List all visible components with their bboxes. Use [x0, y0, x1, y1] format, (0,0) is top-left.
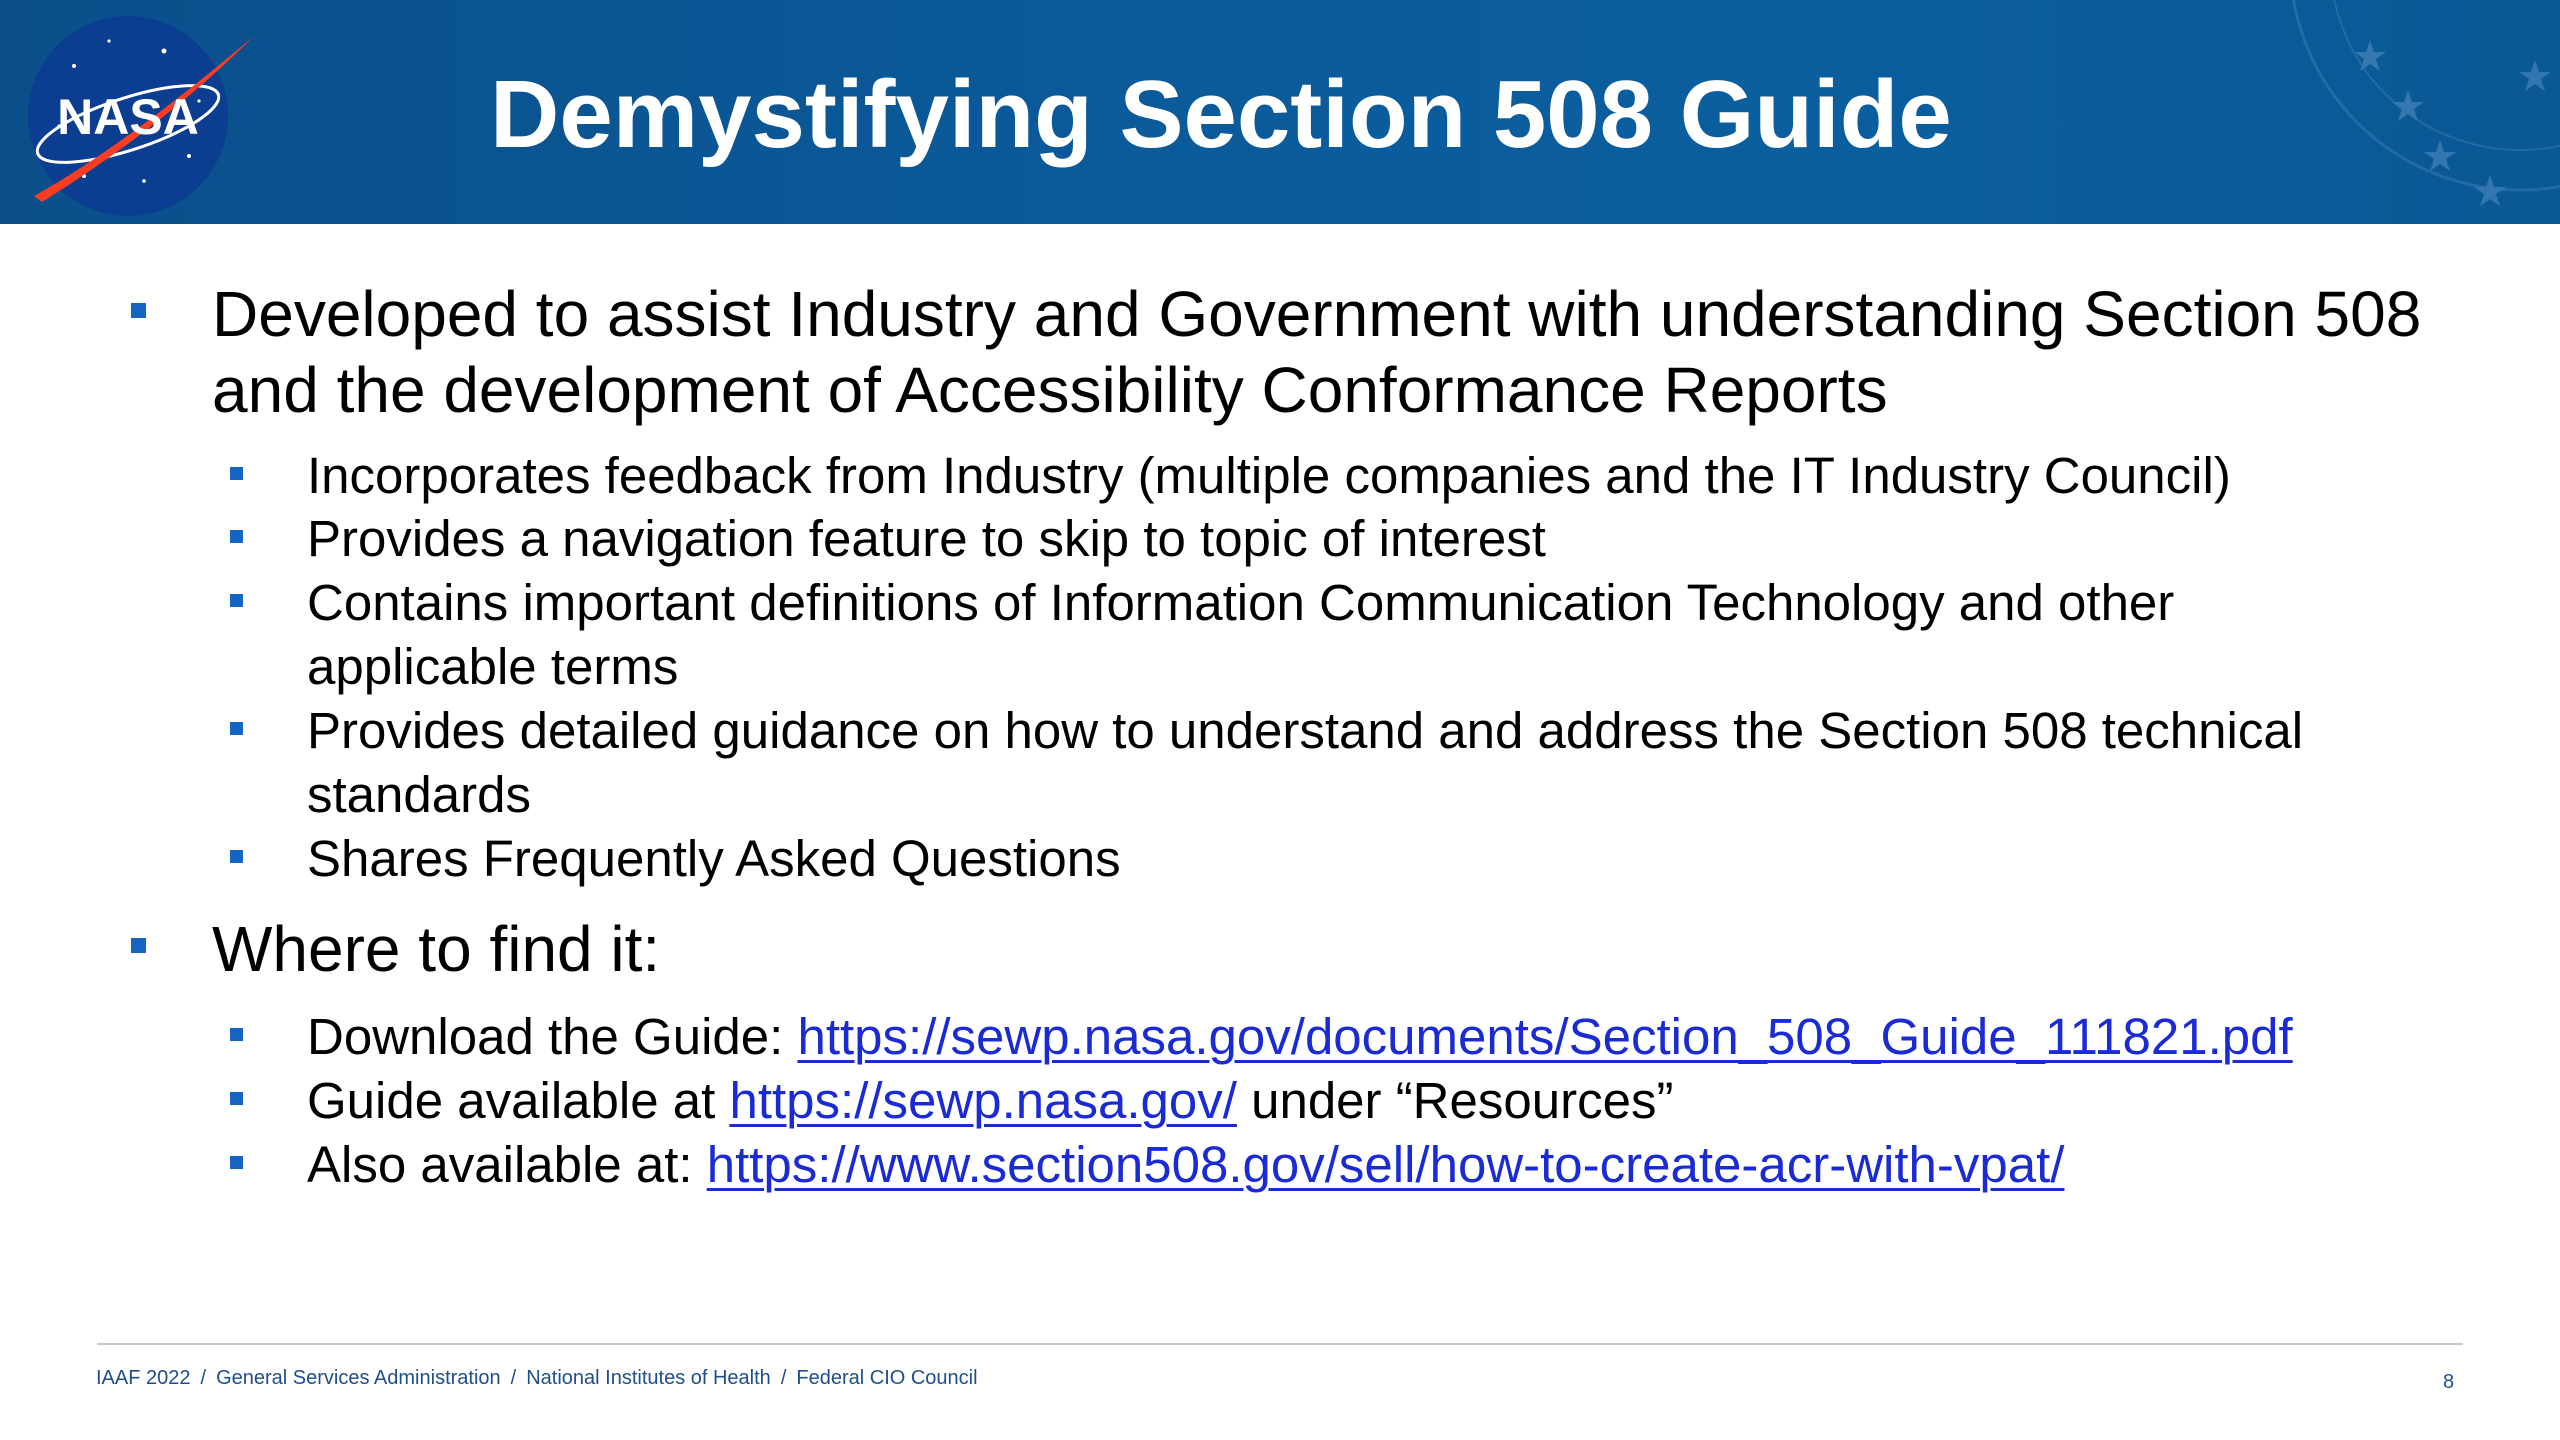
also-available-item — [307, 1133, 2487, 1197]
svg-text:NASA: NASA — [57, 89, 199, 145]
guide-available-item — [307, 1069, 2487, 1133]
download-guide-label: Download the Guide: — [307, 1008, 798, 1065]
sub-bullet-text: Contains important definitions of Information Communication Technology and other applicable terms — [307, 574, 2175, 695]
footer-divider — [97, 1343, 2463, 1345]
footer-item: National Institutes of Health — [526, 1367, 771, 1389]
sub-bullet-marker — [230, 1156, 243, 1169]
footer-separator: / — [780, 1367, 787, 1389]
sub-bullet-text: Shares Frequently Asked Questions — [307, 830, 1121, 887]
sub-bullet-text: Provides detailed guidance on how to understand and address the Section 508 technical standards — [307, 702, 2304, 823]
guide-available-suffix: under “Resources” — [1236, 1072, 1674, 1129]
bullet-marker — [131, 303, 146, 318]
bullet-main-text: Where to find it: — [212, 913, 661, 985]
bullet-main-text: Developed to assist Industry and Government with understanding Section 508 and the development of Accessibility Conformance Reports — [212, 278, 2422, 426]
download-guide-item — [307, 1005, 2487, 1069]
bullet-marker — [131, 938, 146, 953]
footer-item: IAAF 2022 — [96, 1367, 191, 1389]
sewp-home-link[interactable]: https://sewp.nasa.gov/ — [729, 1072, 1237, 1129]
sub-bullet-marker — [230, 1028, 243, 1041]
footer-item: General Services Administration — [216, 1367, 501, 1389]
section508-vpat-link[interactable]: https://www.section508.gov/sell/how-to-create-acr-with-vpat/ — [706, 1136, 2065, 1193]
footer-separator: / — [200, 1367, 207, 1389]
sub-bullet-marker — [230, 722, 243, 735]
page-number: 8 — [2443, 1371, 2455, 1393]
footer-credits — [96, 1366, 978, 1390]
footer-separator: / — [510, 1367, 517, 1389]
guide-available-label: Guide available at — [307, 1072, 730, 1129]
footer-item: Federal CIO Council — [796, 1367, 978, 1389]
sub-bullet-marker — [230, 467, 243, 480]
sub-bullet-marker — [230, 594, 243, 607]
also-available-label: Also available at: — [307, 1136, 707, 1193]
sub-bullet-marker — [230, 1092, 243, 1105]
guide-pdf-link[interactable]: https://sewp.nasa.gov/documents/Section_508_Guide_111821.pdf — [797, 1008, 2293, 1065]
sub-bullet-text: Provides a navigation feature to skip to topic of interest — [307, 510, 1546, 567]
sub-bullet-marker — [230, 850, 243, 863]
page-title: Demystifying Section 508 Guide — [490, 61, 1952, 168]
sub-bullet-text: Incorporates feedback from Industry (multiple companies and the IT Industry Council) — [307, 447, 2231, 504]
sub-bullet-marker — [230, 530, 243, 543]
